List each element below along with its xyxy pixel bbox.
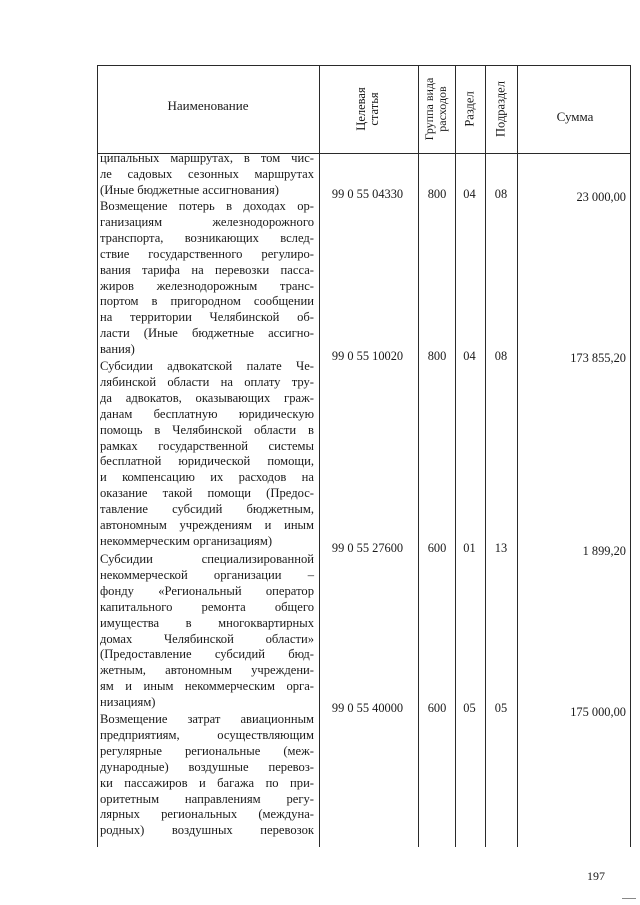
text-line: предприятиям, осуществляющим <box>100 727 314 742</box>
text-line: лябинской области на оплату тру- <box>100 374 314 389</box>
table-left-border <box>97 65 98 847</box>
text-line: регулярные региональные (меж- <box>100 743 314 758</box>
text-line: ям и иным некоммерческим орга- <box>100 679 314 694</box>
text-line: и компенсацию их расходов на <box>100 470 314 485</box>
row-section: 04 <box>463 349 476 363</box>
text-line: некоммерческой организации – <box>100 567 314 582</box>
row-section: 04 <box>463 187 476 201</box>
text-line: Возмещение затрат авиационным <box>100 712 314 726</box>
text-line: ле садовых сезонных маршрутах <box>100 166 314 181</box>
column-divider <box>418 65 419 847</box>
text-line: капитального ремонта общего <box>100 599 314 614</box>
row-sum: 173 855,20 <box>570 351 626 365</box>
header-name: Наименование <box>167 98 249 113</box>
text-line: да адвокатов, оказывающих граж- <box>100 390 314 405</box>
header-subsection: Подраздел <box>493 81 508 137</box>
text-line: оритетным направлениям регу- <box>100 791 314 806</box>
header-section: Раздел <box>462 91 477 127</box>
row-subsection: 05 <box>494 701 508 715</box>
text-line: автономным учреждениям и иным <box>100 518 314 533</box>
text-line: ласти (Иные бюджетные ассигно- <box>100 326 314 341</box>
text-line: (Иные бюджетные ассигнования) <box>100 182 279 197</box>
row-code: 99 0 55 10020 <box>331 349 404 363</box>
text-line: помощь в Челябинской области в <box>100 422 314 437</box>
column-divider <box>319 65 320 847</box>
text-line: родных) воздушных перевозок <box>100 823 314 838</box>
text-line: лярных региональных (междуна- <box>100 807 314 822</box>
text-line: имущества в многоквартирных <box>100 615 314 630</box>
table-right-border <box>630 65 631 847</box>
text-line: Возмещение потерь в доходах ор- <box>100 199 314 213</box>
row-description <box>100 359 314 550</box>
row-group: 600 <box>427 541 447 555</box>
scan-edge-mark <box>622 898 636 899</box>
row-subsection: 13 <box>494 541 508 555</box>
text-line: жетным, автономным учреждени- <box>100 663 314 678</box>
text-line: ствие государственного регулиро- <box>100 246 314 261</box>
row-description <box>100 552 314 711</box>
row-code: 99 0 55 27600 <box>331 541 404 555</box>
text-line: вания тарифа на перевозки пасса- <box>100 262 314 277</box>
row-section: 01 <box>463 541 476 555</box>
text-line: вания) <box>100 342 135 357</box>
page-number: 197 <box>587 869 605 883</box>
header-target-article: Целевая статья <box>354 87 381 131</box>
row-sum: 23 000,00 <box>576 190 626 204</box>
header-sum: Сумма <box>556 109 594 124</box>
text-line: Субсидии адвокатской палате Че- <box>100 359 314 373</box>
text-line: данам бесплатную юридическую <box>100 406 314 421</box>
row-section: 05 <box>463 701 476 715</box>
text-line: рамках государственной системы <box>100 438 314 453</box>
text-line: бесплатной юридической помощи, <box>100 454 314 469</box>
text-line: дународные) воздушные перевоз- <box>100 759 314 774</box>
row-subsection: 08 <box>494 349 508 363</box>
row-sum: 1 899,20 <box>582 544 626 558</box>
text-line: фонду «Региональный оператор <box>100 583 314 598</box>
row-description <box>100 712 314 839</box>
header-expense-group: Группа вида расходов <box>422 77 449 141</box>
column-divider <box>485 65 486 847</box>
column-divider <box>455 65 456 847</box>
text-line: тавление субсидий бюджетным, <box>100 502 314 517</box>
row-code: 99 0 55 40000 <box>331 701 404 715</box>
text-line: домах Челябинской области» <box>100 631 314 646</box>
text-line: низациям) <box>100 695 156 710</box>
text-line: ципальных маршрутах, в том чис- <box>100 151 314 165</box>
row-group: 600 <box>427 701 447 715</box>
row-code: 99 0 55 04330 <box>331 187 404 201</box>
text-line: на территории Челябинской об- <box>100 310 314 325</box>
text-line: (Предоставление субсидий бюд- <box>100 647 314 662</box>
row-description <box>100 151 314 199</box>
column-divider <box>517 65 518 847</box>
text-line: ганизациям железнодорожного <box>100 214 314 229</box>
text-line: некоммерческим организациям) <box>100 533 273 548</box>
text-line: портом в пригородном сообщении <box>100 294 314 309</box>
text-line: ки пассажиров и багажа по при- <box>100 775 314 790</box>
row-sum: 175 000,00 <box>570 705 626 719</box>
text-line: Субсидии специализированной <box>100 552 314 566</box>
text-line: оказание такой помощи (Предос- <box>100 486 314 501</box>
row-description <box>100 199 314 358</box>
table-top-border <box>97 65 631 66</box>
row-subsection: 08 <box>494 187 508 201</box>
row-group: 800 <box>427 349 447 363</box>
row-group: 800 <box>427 187 447 201</box>
text-line: жиров железнодорожным транс- <box>100 278 314 293</box>
text-line: транспорта, возникающих вслед- <box>100 230 314 245</box>
